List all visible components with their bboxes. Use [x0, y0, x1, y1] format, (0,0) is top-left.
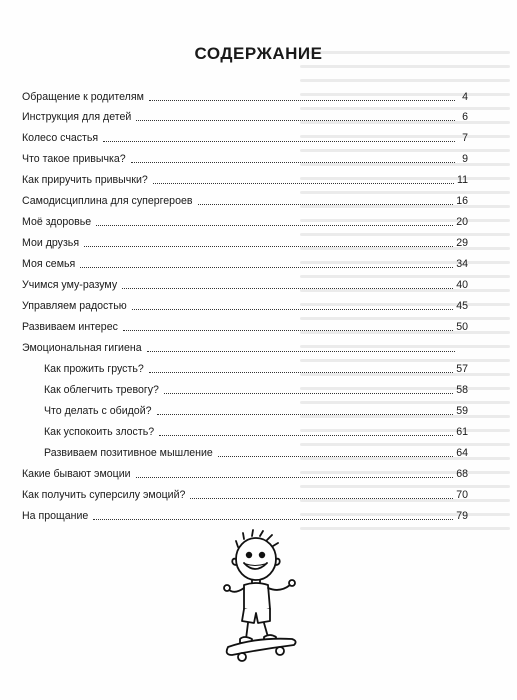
- dot-leader: [198, 203, 454, 205]
- skateboard-kid-icon: [222, 525, 302, 665]
- toc-subentry: [44, 377, 468, 397]
- toc-entry-title: Как прожить грусть?: [44, 363, 144, 375]
- toc-subentry: [44, 356, 468, 376]
- toc-entry-title: Моё здоровье: [22, 216, 92, 228]
- toc-page-number: 50: [456, 321, 468, 333]
- toc-page-number: 20: [456, 216, 468, 228]
- dot-leader: [80, 266, 453, 268]
- toc-entry: [22, 209, 468, 229]
- toc-entry: [22, 146, 468, 166]
- toc-entry: [22, 461, 468, 481]
- toc-entry: [22, 84, 468, 104]
- toc-entry-title: Учимся уму-разуму: [22, 279, 118, 291]
- dot-leader: [96, 224, 453, 226]
- toc-page-number: 64: [456, 447, 468, 459]
- toc-entry-title: Развиваем интерес: [22, 321, 118, 333]
- toc-entry-title: Обращение к родителям: [22, 91, 144, 103]
- toc-entry-title: Какие бывают эмоции: [22, 468, 131, 480]
- dot-leader: [218, 455, 453, 457]
- toc-page-number: 4: [462, 91, 468, 103]
- dot-leader: [147, 350, 455, 352]
- dot-leader: [93, 518, 453, 520]
- toc-page-number: 68: [456, 468, 468, 480]
- toc-entry: [22, 272, 468, 292]
- toc-page-number: 6: [462, 111, 468, 123]
- toc-entry-title: На прощание: [22, 510, 89, 522]
- dot-leader: [84, 245, 453, 247]
- dot-leader: [122, 287, 453, 289]
- toc-subentry: [44, 398, 468, 418]
- toc-page-number: 16: [456, 195, 468, 207]
- page-title: СОДЕРЖАНИЕ: [194, 44, 323, 63]
- toc-page-number: 58: [456, 384, 468, 396]
- dot-leader: [136, 476, 454, 478]
- dot-leader: [159, 434, 453, 436]
- dot-leader: [136, 119, 455, 121]
- dot-leader: [131, 161, 455, 163]
- toc-entry-title: Что делать с обидой?: [44, 405, 152, 417]
- dot-leader: [132, 308, 454, 310]
- toc-entry: [22, 230, 468, 250]
- toc-entry: [22, 335, 468, 355]
- toc-entry-title: Как успокоить злость?: [44, 426, 155, 438]
- toc-entry-title: Колесо счастья: [22, 132, 99, 144]
- toc-entry: [22, 167, 468, 187]
- dot-leader: [149, 371, 453, 373]
- dot-leader: [157, 413, 454, 415]
- toc-entry: [22, 104, 468, 124]
- toc-entry-title: Развиваем позитивное мышление: [44, 447, 213, 459]
- toc-entry-title: Моя семья: [22, 258, 76, 270]
- toc-page-number: 57: [456, 363, 468, 375]
- toc-page-number: 61: [456, 426, 468, 438]
- toc-page-number: 79: [456, 510, 468, 522]
- toc-subentry: [44, 419, 468, 439]
- dot-leader: [149, 99, 455, 101]
- toc-page-number: 45: [456, 300, 468, 312]
- toc-entry-title: Самодисциплина для супергероев: [22, 195, 193, 207]
- toc-page-number: 7: [462, 132, 468, 144]
- dot-leader: [164, 392, 453, 394]
- toc-page-number: 40: [456, 279, 468, 291]
- toc-entry-title: Как облегчить тревогу?: [44, 384, 159, 396]
- toc-entry: [22, 188, 468, 208]
- toc-page-number: 29: [456, 237, 468, 249]
- toc-page-number: 34: [456, 258, 468, 270]
- toc-entry-title: Мои друзья: [22, 237, 80, 249]
- toc-entry: [22, 125, 468, 145]
- dot-leader: [123, 329, 453, 331]
- toc-entry: [22, 251, 468, 271]
- toc-page-number: 11: [457, 174, 468, 186]
- toc-page-number: 9: [462, 153, 468, 165]
- toc-page-number: 59: [456, 405, 468, 417]
- toc-entry-title: Управляем радостью: [22, 300, 127, 312]
- toc-page-number: 70: [456, 489, 468, 501]
- toc-entry: [22, 314, 468, 334]
- toc-entry-title: Как получить суперсилу эмоций?: [22, 489, 186, 501]
- toc-subentry: [44, 440, 468, 460]
- toc-entry-title: Эмоциональная гигиена: [22, 342, 142, 354]
- dot-leader: [153, 182, 454, 184]
- toc-entry: [22, 293, 468, 313]
- toc-entry-title: Инструкция для детей: [22, 111, 132, 123]
- dot-leader: [190, 497, 453, 499]
- toc-entry-title: Как приручить привычки?: [22, 174, 148, 186]
- toc-entry: [22, 503, 468, 523]
- toc-entry-title: Что такое привычка?: [22, 153, 126, 165]
- toc-entry: [22, 482, 468, 502]
- dot-leader: [103, 140, 455, 142]
